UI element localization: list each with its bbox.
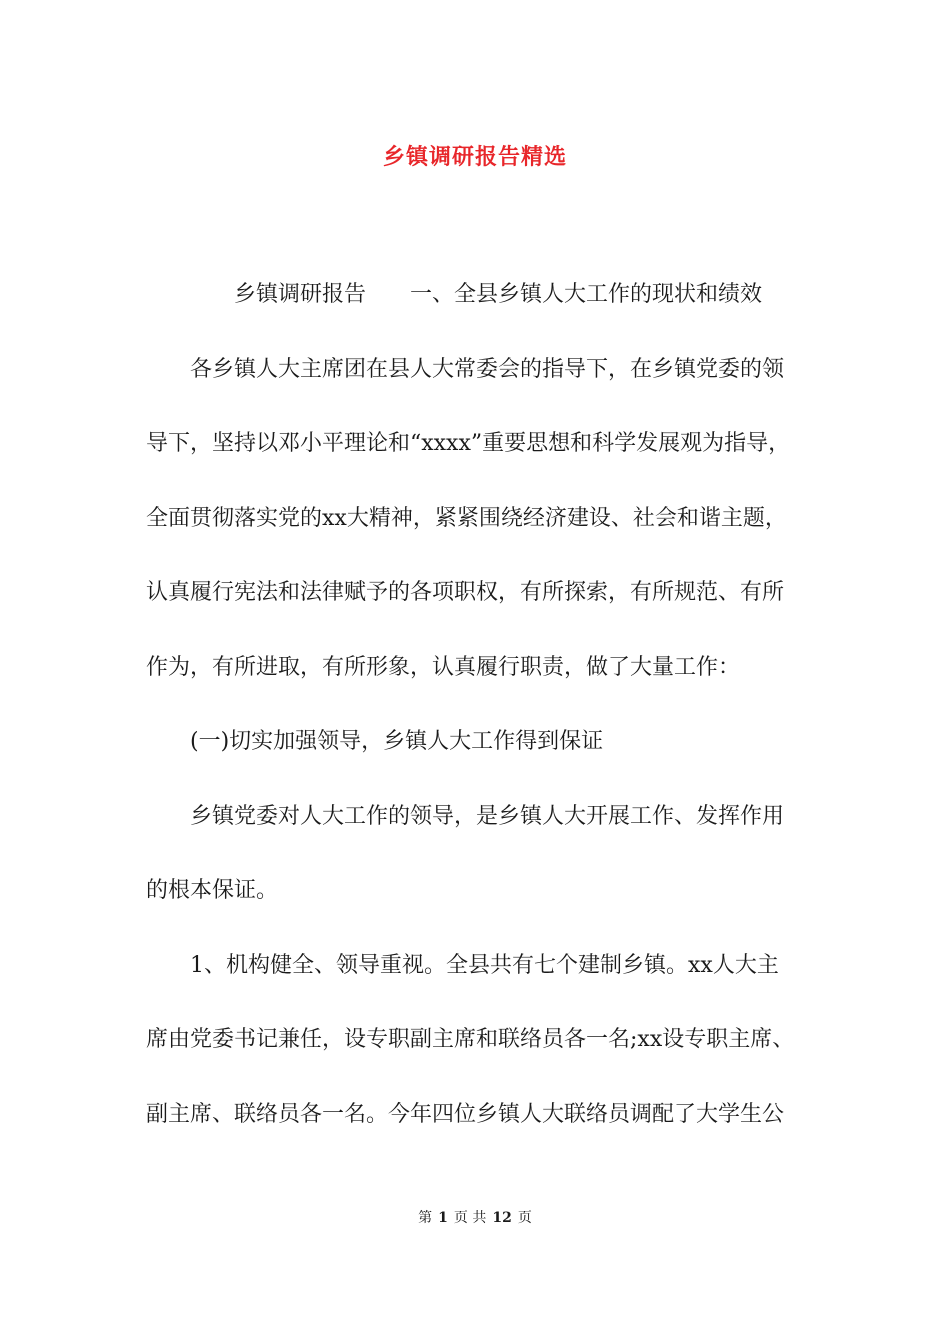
footer-prefix: 第 (418, 1210, 433, 1226)
paragraph-line: 1、机构健全、领导重视。全县共有七个建制乡镇。xx人大主 (190, 953, 779, 978)
footer-middle: 页 共 (453, 1210, 487, 1226)
paragraph-line: 席由党委书记兼任，设专职副主席和联络员各一名;xx设专职主席、 (146, 1027, 795, 1052)
page-footer (0, 1208, 950, 1228)
document-title: 乡镇调研报告精选 (382, 144, 567, 170)
section-heading: (一)切实加强领导，乡镇人大工作得到保证 (190, 729, 604, 754)
paragraph-line: 各乡镇人大主席团在县人大常委会的指导下，在乡镇党委的领 (190, 357, 785, 382)
paragraph-line: 全面贯彻落实党的xx大精神，紧紧围绕经济建设、社会和谐主题， (146, 506, 787, 531)
paragraph-line: 乡镇调研报告 一、全县乡镇人大工作的现状和绩效 (234, 282, 763, 307)
paragraph-line: 作为，有所进取，有所形象，认真履行职责，做了大量工作： (146, 655, 741, 680)
paragraph-line: 的根本保证。 (146, 878, 279, 903)
paragraph-line: 认真履行宪法和法律赋予的各项职权，有所探索，有所规范、有所 (146, 580, 785, 605)
footer-suffix: 页 (517, 1210, 532, 1226)
paragraph-line: 副主席、联络员各一名。今年四位乡镇人大联络员调配了大学生公 (146, 1102, 785, 1127)
paragraph-line: 乡镇党委对人大工作的领导，是乡镇人大开展工作、发挥作用 (190, 804, 785, 829)
paragraph-line: 导下，坚持以邓小平理论和“xxxx”重要思想和科学发展观为指导， (146, 431, 791, 456)
total-pages: 12 (492, 1210, 512, 1226)
page-number: 1 (438, 1210, 448, 1226)
